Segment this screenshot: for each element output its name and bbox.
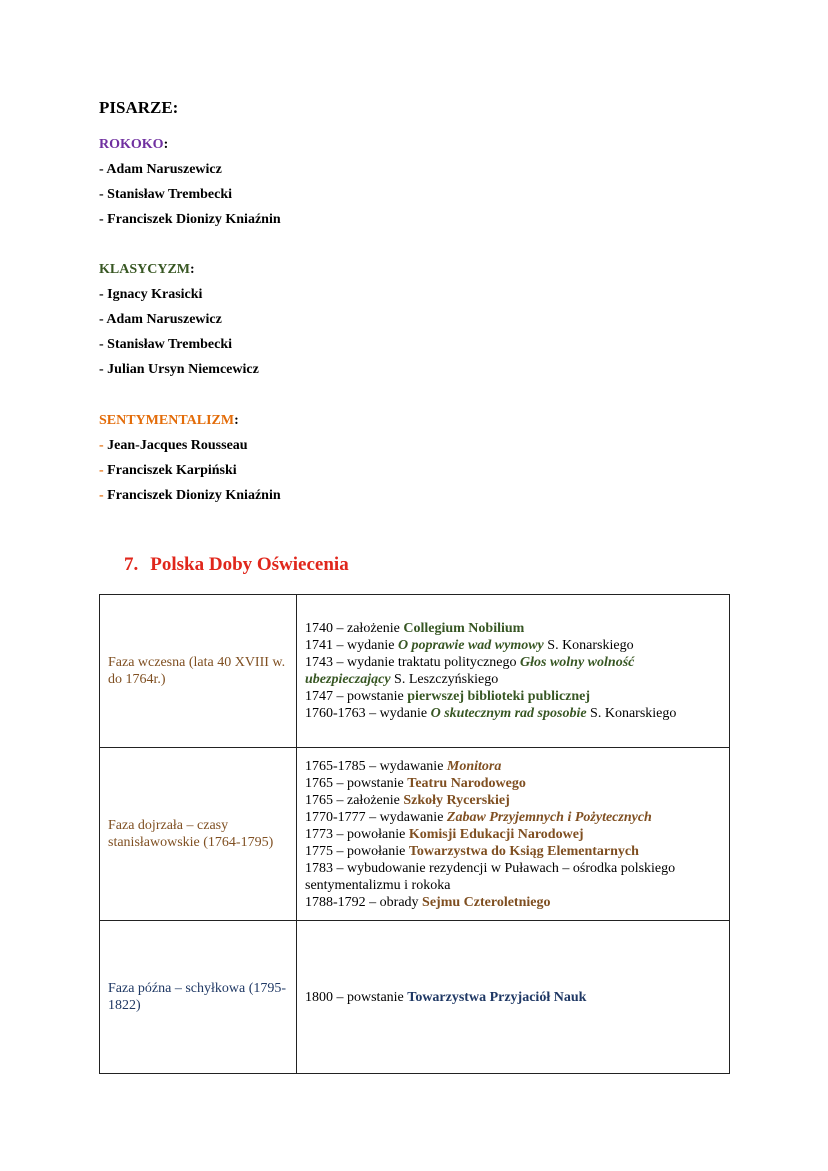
writer-name: Stanisław Trembecki	[107, 337, 233, 352]
event-item	[305, 654, 721, 688]
event-item	[305, 620, 721, 637]
event-item	[305, 809, 721, 826]
phase-name-cell: Faza późna – schyłkowa (1795-1822)	[100, 921, 297, 1074]
event-text: 1770-1777 – wydawanie	[305, 809, 447, 825]
writer-list	[99, 282, 259, 382]
writer-item	[99, 332, 259, 357]
event-text: 1741 – wydanie	[305, 638, 398, 653]
event-highlight: Collegium Nobilium	[403, 621, 525, 636]
phase-name-cell: Faza wczesna (lata 40 XVIII w. do 1764r.)	[100, 595, 297, 748]
writer-list	[99, 433, 281, 508]
section-title	[124, 554, 349, 576]
event-text: 1740 – założenie	[305, 621, 404, 636]
list-dash: -	[99, 488, 108, 503]
event-text-after: S. Leszczyńskiego	[390, 672, 499, 687]
event-text: 1788-1792 – obrady	[305, 894, 423, 910]
phase-name-cell: Faza dojrzała – czasy stanisławowskie (1764-1795)	[100, 748, 297, 921]
event-text: 1800 – powstanie	[305, 989, 408, 1005]
phases-table	[99, 594, 730, 1074]
event-list	[305, 989, 721, 1006]
table-row	[100, 921, 730, 1074]
event-text: 1765 – założenie	[305, 792, 404, 808]
event-item	[305, 775, 721, 792]
event-highlight: O skutecznym rad sposobie	[430, 706, 587, 721]
event-text: 1783 – wybudowanie rezydencji w Puławach – ośrodka polskiego sentymentalizmu i rokoka	[305, 860, 676, 893]
list-dash: -	[99, 438, 108, 453]
writer-item	[99, 357, 259, 382]
writer-name: Ignacy Krasicki	[107, 287, 203, 302]
event-item	[305, 843, 721, 860]
group-title-colon: :	[234, 413, 239, 428]
event-text: 1765-1785 – wydawanie	[305, 758, 447, 774]
group-title	[99, 132, 281, 157]
group-title-colon: :	[190, 262, 195, 277]
event-highlight: Towarzystwa Przyjaciół Nauk	[407, 989, 587, 1005]
event-item	[305, 894, 721, 911]
group-title-label: ROKOKO	[99, 137, 164, 152]
event-text: 1747 – powstanie	[305, 689, 408, 704]
event-list	[305, 758, 721, 911]
events-cell	[297, 921, 730, 1074]
group-title	[99, 257, 259, 282]
event-item	[305, 989, 721, 1006]
writer-name: Jean-Jacques Rousseau	[107, 438, 248, 453]
list-dash: -	[99, 287, 108, 302]
event-text: 1775 – powołanie	[305, 843, 409, 859]
writer-group-rokoko	[99, 132, 281, 232]
writer-name: Julian Ursyn Niemcewicz	[107, 362, 259, 377]
list-dash: -	[99, 212, 108, 227]
writer-item	[99, 483, 281, 508]
writer-item	[99, 433, 281, 458]
list-dash: -	[99, 337, 108, 352]
writer-item	[99, 182, 281, 207]
event-highlight: Szkoły Rycerskiej	[403, 792, 510, 808]
writer-item	[99, 307, 259, 332]
event-highlight: Teatru Narodowego	[407, 775, 526, 791]
group-title-label: KLASYCYZM	[99, 262, 191, 277]
event-highlight: Komisji Edukacji Narodowej	[408, 826, 584, 842]
writer-item	[99, 282, 259, 307]
writer-name: Franciszek Dionizy Kniaźnin	[107, 488, 281, 503]
writer-item	[99, 458, 281, 483]
event-text: 1765 – powstanie	[305, 775, 408, 791]
writer-name: Franciszek Dionizy Kniaźnin	[107, 212, 281, 227]
writer-name: Adam Naruszewicz	[106, 312, 222, 327]
page-heading: PISARZE:	[99, 98, 179, 117]
event-highlight: Sejmu Czteroletniego	[422, 894, 551, 910]
event-item	[305, 688, 721, 705]
event-item	[305, 792, 721, 809]
writer-list	[99, 157, 281, 232]
event-item	[305, 860, 721, 894]
events-cell	[297, 595, 730, 748]
table-row	[100, 595, 730, 748]
writer-name: Franciszek Karpiński	[107, 463, 237, 478]
event-text-after: S. Konarskiego	[543, 638, 634, 653]
list-dash: -	[99, 463, 108, 478]
event-highlight: Towarzystwa do Ksiąg Elementarnych	[408, 843, 639, 859]
writer-group-klasycyzm	[99, 257, 259, 382]
event-highlight: Zabaw Przyjemnych i Pożytecznych	[446, 809, 652, 825]
event-text: 1743 – wydanie traktatu politycznego	[305, 655, 520, 670]
section-title-text: Polska Doby Oświecenia	[150, 554, 349, 575]
event-text: 1760-1763 – wydanie	[305, 706, 431, 721]
writer-item	[99, 207, 281, 232]
event-list	[305, 620, 721, 722]
writer-item	[99, 157, 281, 182]
event-text: 1773 – powołanie	[305, 826, 409, 842]
event-item	[305, 637, 721, 654]
event-highlight: Monitora	[446, 758, 502, 774]
section-number: 7.	[124, 554, 139, 575]
event-highlight: pierwszej biblioteki publicznej	[407, 689, 591, 704]
event-item	[305, 758, 721, 775]
event-item	[305, 826, 721, 843]
list-dash: -	[99, 162, 107, 177]
event-text-after: S. Konarskiego	[586, 706, 677, 721]
writer-name: Stanisław Trembecki	[107, 187, 233, 202]
table-row	[100, 748, 730, 921]
group-title	[99, 408, 281, 433]
list-dash: -	[99, 187, 108, 202]
events-cell	[297, 748, 730, 921]
writer-name: Adam Naruszewicz	[106, 162, 222, 177]
event-highlight: O poprawie wad wymowy	[397, 638, 544, 653]
group-title-label: SENTYMENTALIZM	[99, 413, 235, 428]
list-dash: -	[99, 362, 108, 377]
list-dash: -	[99, 312, 107, 327]
writer-group-sentymentalizm	[99, 408, 281, 508]
event-highlight: Głos wolny wolność ubezpieczający	[305, 655, 635, 687]
group-title-colon: :	[163, 137, 169, 152]
event-item	[305, 705, 721, 722]
